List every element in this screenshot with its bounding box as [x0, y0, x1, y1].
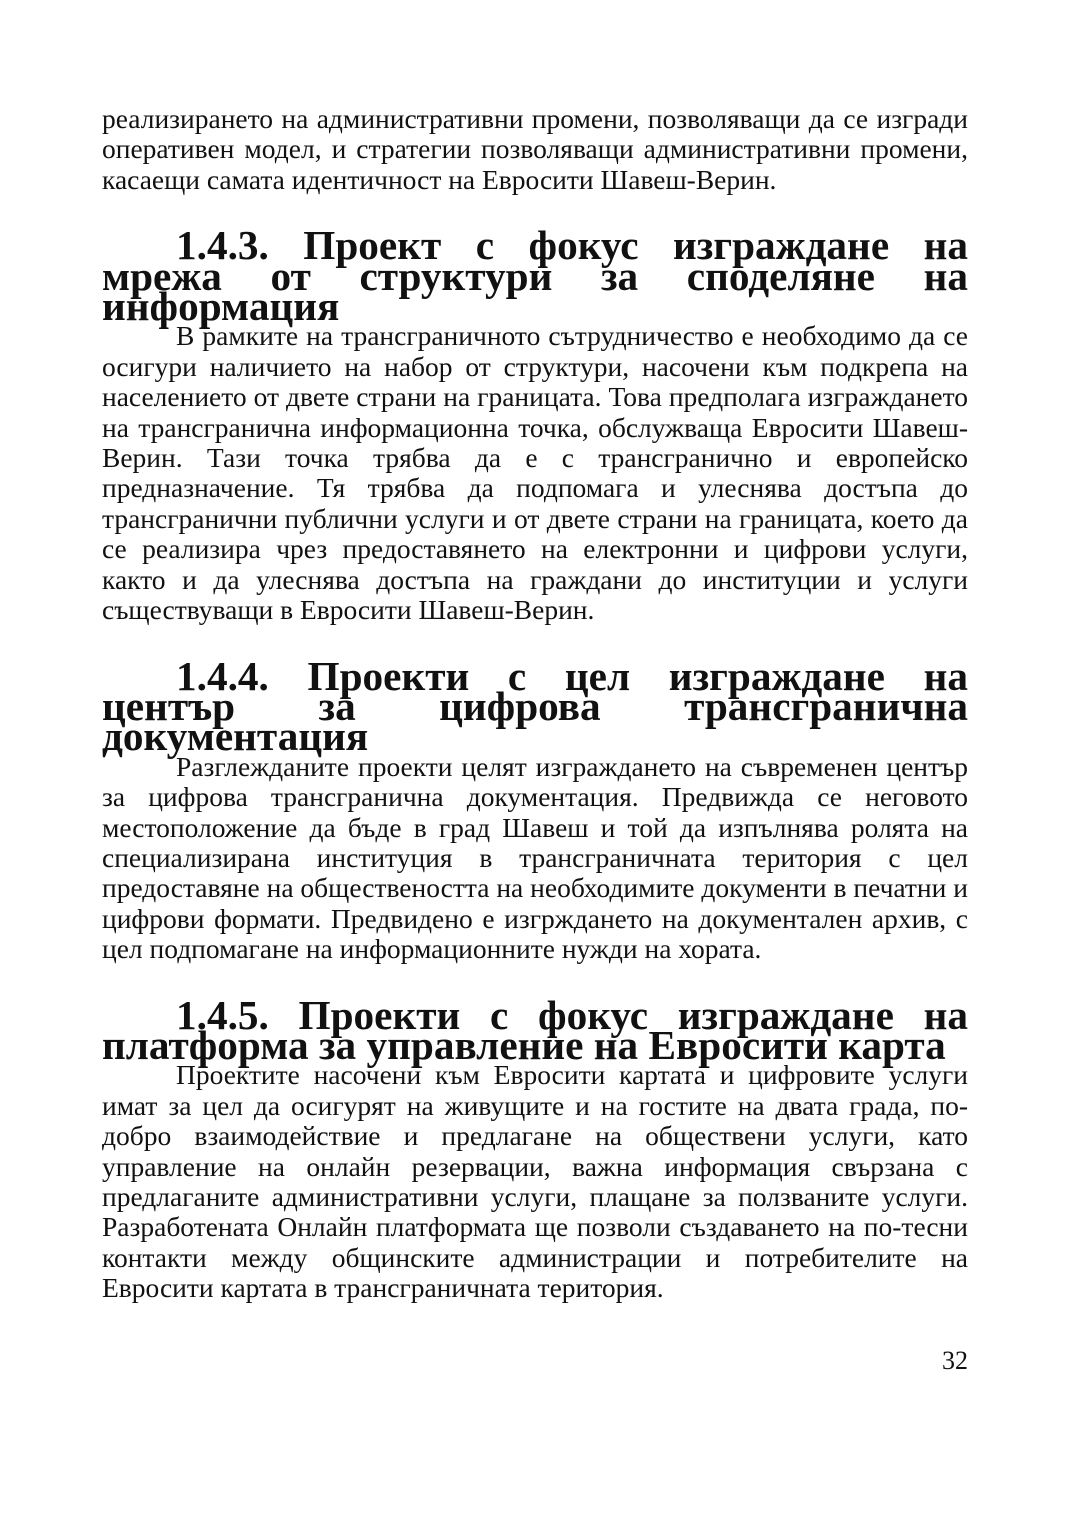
- section-heading-1-4-3: 1.4.3. Проект с фокус изграждане на мрежа от структури за споделяне на информация: [102, 222, 968, 330]
- section-body-1-4-3: В рамките на трансграничното сътрудничество е необходимо да се осигури наличието на набор от структури, насочени към подкрепа на населението от двете страни на границата. Това предполага изграждането на трансгранична информационна точка, обслужваща Евросити Шавеш-Верин. Тази точка трябва да е с трансгранично и европейско предназначение. Тя трябва да подпомага и улеснява достъпа до трансгранични публични услуги и от двете страни на границата, което да се реализира чрез предоставянето на електронни и цифрови услуги, както и да улеснява достъпа на граждани до институции и услуги съществуващи в Евросити Шавеш-Верин.: [102, 320, 968, 626]
- section-heading-1-4-5: 1.4.5. Проекти с фокус изграждане на платформа за управление на Евросити карта: [102, 991, 968, 1068]
- section-heading-1-4-4: 1.4.4. Проекти с цел изграждане на център за цифрова трансгранична документация: [102, 652, 968, 760]
- section-body-1-4-4: Разглежданите проекти целят изграждането на съвременен център за цифрова трансгранична документация. Предвижда се неговото местоположение да бъде в град Шавеш и той да изпълнява ролята на специализирана институция в трансграничната територия с цел предоставяне на обществеността на необходимите документи в печатни и цифрови формати. Предвидено е изгрждането на документален архив, с цел подпомагане на информационните нужди на хората.: [102, 750, 968, 965]
- intro-paragraph: реализирането на административни промени, позволяващи да се изгради оперативен модел, и стратегии позволяващи административни промени, касаещи самата идентичност на Евросити Шавеш-Верин.: [102, 103, 968, 195]
- document-page: [102, 104, 968, 1304]
- page-number: 32: [942, 1346, 968, 1375]
- section-body-1-4-5: Проектите насочени към Евросити картата и цифровите услуги имат за цел да осигурят на живущите и на гостите на двата града, по-добро взаимодействие и предлагане на обществени услуги, като управление на онлайн резервации, важна информация свързана с предлаганите административни услуги, плащане за ползваните услуги. Разработената Онлайн платформата ще позволи създаването на по-тесни контакти между общинските администрации и потребителите на Евросити картата в трансграничната територия.: [102, 1059, 968, 1304]
